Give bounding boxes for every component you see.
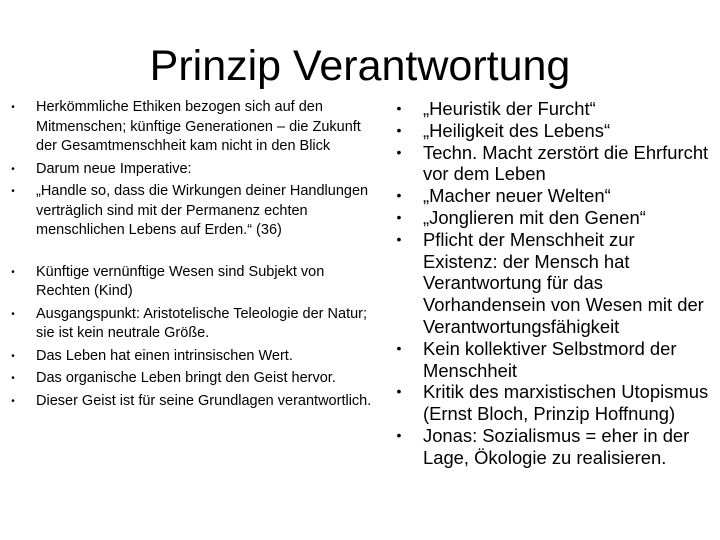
bullet-icon: • bbox=[11, 373, 15, 384]
list-item-text: Darum neue Imperative: bbox=[36, 160, 192, 177]
list-item-text: Jonas: Sozialismus = eher in der Lage, Ökologie zu realisieren. bbox=[423, 424, 690, 468]
bullet-icon: • bbox=[396, 230, 402, 247]
list-item-text: Dieser Geist ist für seine Grundlagen verantwortlich. bbox=[36, 392, 372, 409]
list-item bbox=[8, 98, 380, 157]
list-item-text: Kritik des marxistischen Utopismus (Ernst Bloch, Prinzip Hoffnung) bbox=[423, 381, 709, 425]
list-item-text: Pflicht der Menschheit zur Existenz: der Mensch hat Verantwortung für das Vorhandensein von Wesen mit der Verantwortungsfähigkeit bbox=[423, 228, 704, 337]
list-item-text: „Handle so, dass die Wirkungen deiner Handlungen verträglich sind mit der Permanenz echten menschlichen Lebens auf Erden.“ (36) bbox=[36, 183, 369, 238]
right-bullet-list bbox=[392, 98, 712, 469]
list-item bbox=[392, 120, 712, 142]
bullet-icon: • bbox=[11, 266, 15, 278]
bullet-icon: • bbox=[11, 350, 15, 362]
list-item bbox=[392, 98, 712, 120]
list-item bbox=[8, 263, 380, 302]
list-item bbox=[8, 305, 380, 344]
list-item bbox=[392, 425, 712, 469]
list-item bbox=[8, 160, 380, 180]
list-item-text: Kein kollektiver Selbstmord der Menschheit bbox=[423, 337, 677, 381]
list-item-text: „Macher neuer Welten“ bbox=[423, 185, 611, 207]
list-item bbox=[8, 182, 380, 241]
bullet-icon: • bbox=[11, 395, 15, 407]
bullet-icon: • bbox=[396, 121, 402, 138]
list-item-text: „Jonglieren mit den Genen“ bbox=[423, 206, 646, 228]
bullet-icon: • bbox=[11, 163, 15, 175]
list-item-text: Herkömmliche Ethiken bezogen sich auf den Mitmenschen; künftige Generationen – die Zukunft der Gesamtmenschheit kam nicht in den Blick bbox=[36, 99, 361, 154]
bullet-icon: • bbox=[396, 208, 402, 225]
list-item bbox=[392, 207, 712, 229]
bullet-icon: • bbox=[396, 100, 402, 116]
left-bullet-list bbox=[8, 98, 380, 414]
bullet-icon: • bbox=[11, 102, 15, 113]
list-item-text: Künftige vernünftige Wesen sind Subjekt von Rechten (Kind) bbox=[36, 263, 325, 299]
bullet-icon: • bbox=[396, 339, 402, 356]
list-item bbox=[392, 229, 712, 338]
list-item-text: „Heuristik der Furcht“ bbox=[423, 98, 596, 119]
list-item bbox=[392, 142, 712, 186]
slide-title: Prinzip Verantwortung bbox=[149, 42, 571, 90]
list-item bbox=[8, 392, 380, 412]
list-item-text: Das Leben hat einen intrinsischen Wert. bbox=[36, 347, 293, 364]
list-item-text: Techn. Macht zerstört die Ehrfurcht vor dem Leben bbox=[423, 141, 709, 185]
list-item bbox=[392, 338, 712, 382]
bullet-icon: • bbox=[11, 186, 15, 197]
bullet-icon: • bbox=[396, 426, 402, 443]
bullet-icon: • bbox=[396, 383, 402, 400]
bullet-icon: • bbox=[396, 143, 402, 160]
list-item-text: „Heiligkeit des Lebens“ bbox=[423, 119, 611, 141]
list-item-text: Ausgangspunkt: Aristotelische Teleologie der Natur; sie ist kein neutrale Größe. bbox=[36, 305, 368, 341]
list-item bbox=[8, 369, 380, 389]
list-item bbox=[8, 347, 380, 367]
bullet-icon: • bbox=[11, 308, 15, 320]
list-item-text: Das organische Leben bringt den Geist hervor. bbox=[36, 370, 336, 386]
bullet-icon: • bbox=[396, 187, 402, 204]
list-item bbox=[392, 381, 712, 425]
list-item bbox=[392, 185, 712, 207]
